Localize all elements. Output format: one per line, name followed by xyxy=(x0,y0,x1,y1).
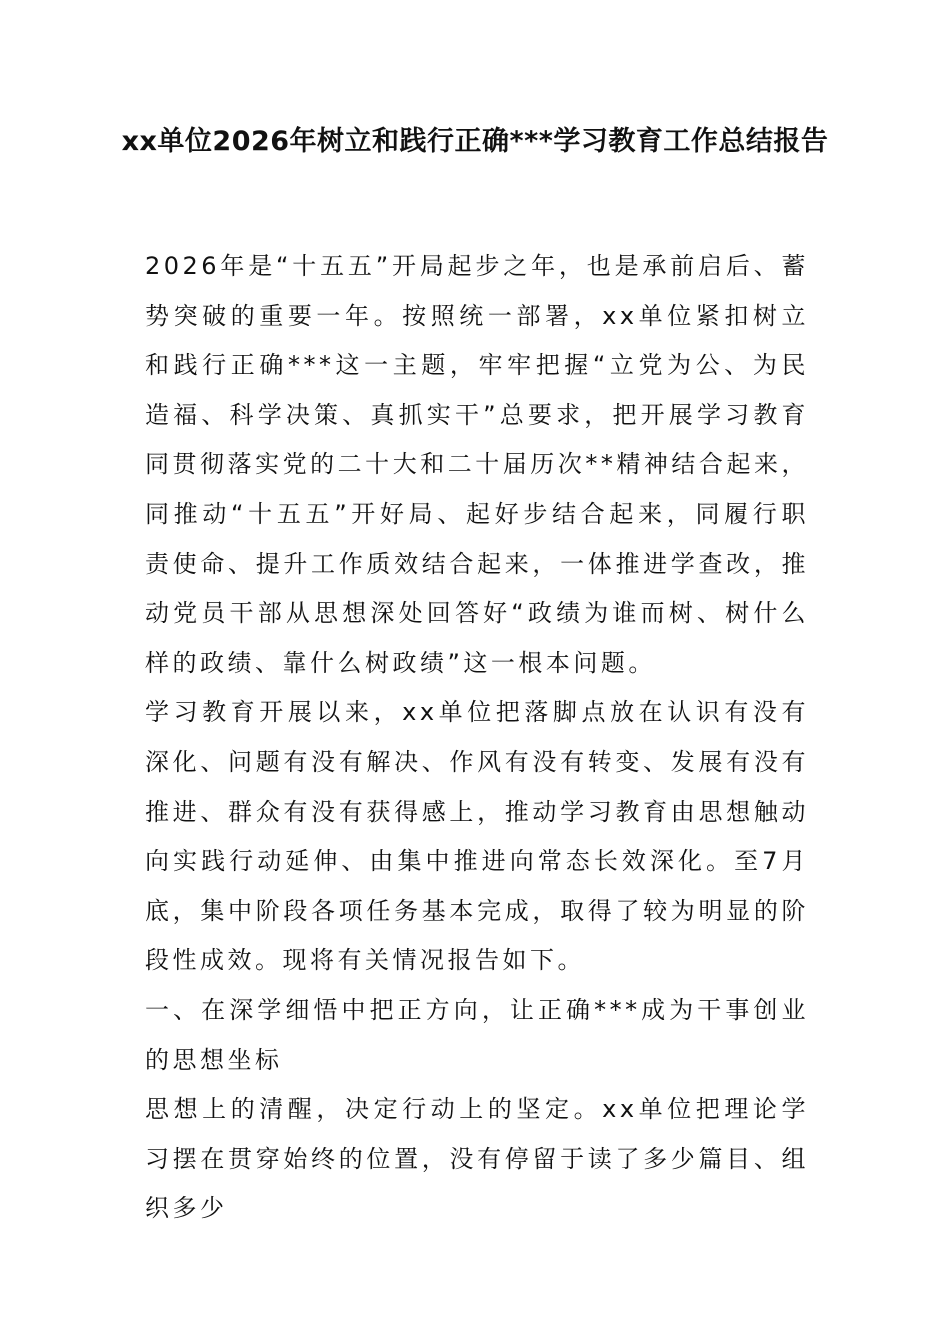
document-body xyxy=(145,242,809,1234)
paragraph-section-1: 思想上的清醒，决定行动上的坚定。xx单位把理论学习摆在贯穿始终的位置，没有停留于读了多少篇目、组织多少 xyxy=(145,1095,809,1223)
document-title: xx单位2026年树立和践行正确***学习教育工作总结报告 xyxy=(121,126,829,157)
paragraph-progress: 学习教育开展以来，xx单位把落脚点放在认识有没有深化、问题有没有解决、作风有没有转变、发展有没有推进、群众有没有获得感上，推动学习教育由思想触动向实践行动延伸、由集中推进向常态长效深化。至7月底，集中阶段各项任务基本完成，取得了较为明显的阶段性成效。现将有关情况报告如下。 xyxy=(145,698,809,975)
section-heading-1: 一、在深学细悟中把正方向，让正确***成为干事创业的思想坐标 xyxy=(145,995,809,1074)
paragraph-intro: 2026年是“十五五”开局起步之年，也是承前启后、蓄势突破的重要一年。按照统一部署，xx单位紧扣树立和践行正确***这一主题，牢牢把握“立党为公、为民造福、科学决策、真抓实干”总要求，把开展学习教育同贯彻落实党的二十大和二十届历次**精神结合起来，同推动“十五五”开好局、起好步结合起来，同履行职责使命、提升工作质效结合起来，一体推进学查改，推动党员干部从思想深处回答好“政绩为谁而树、树什么样的政绩、靠什么树政绩”这一根本问题。 xyxy=(145,252,809,677)
